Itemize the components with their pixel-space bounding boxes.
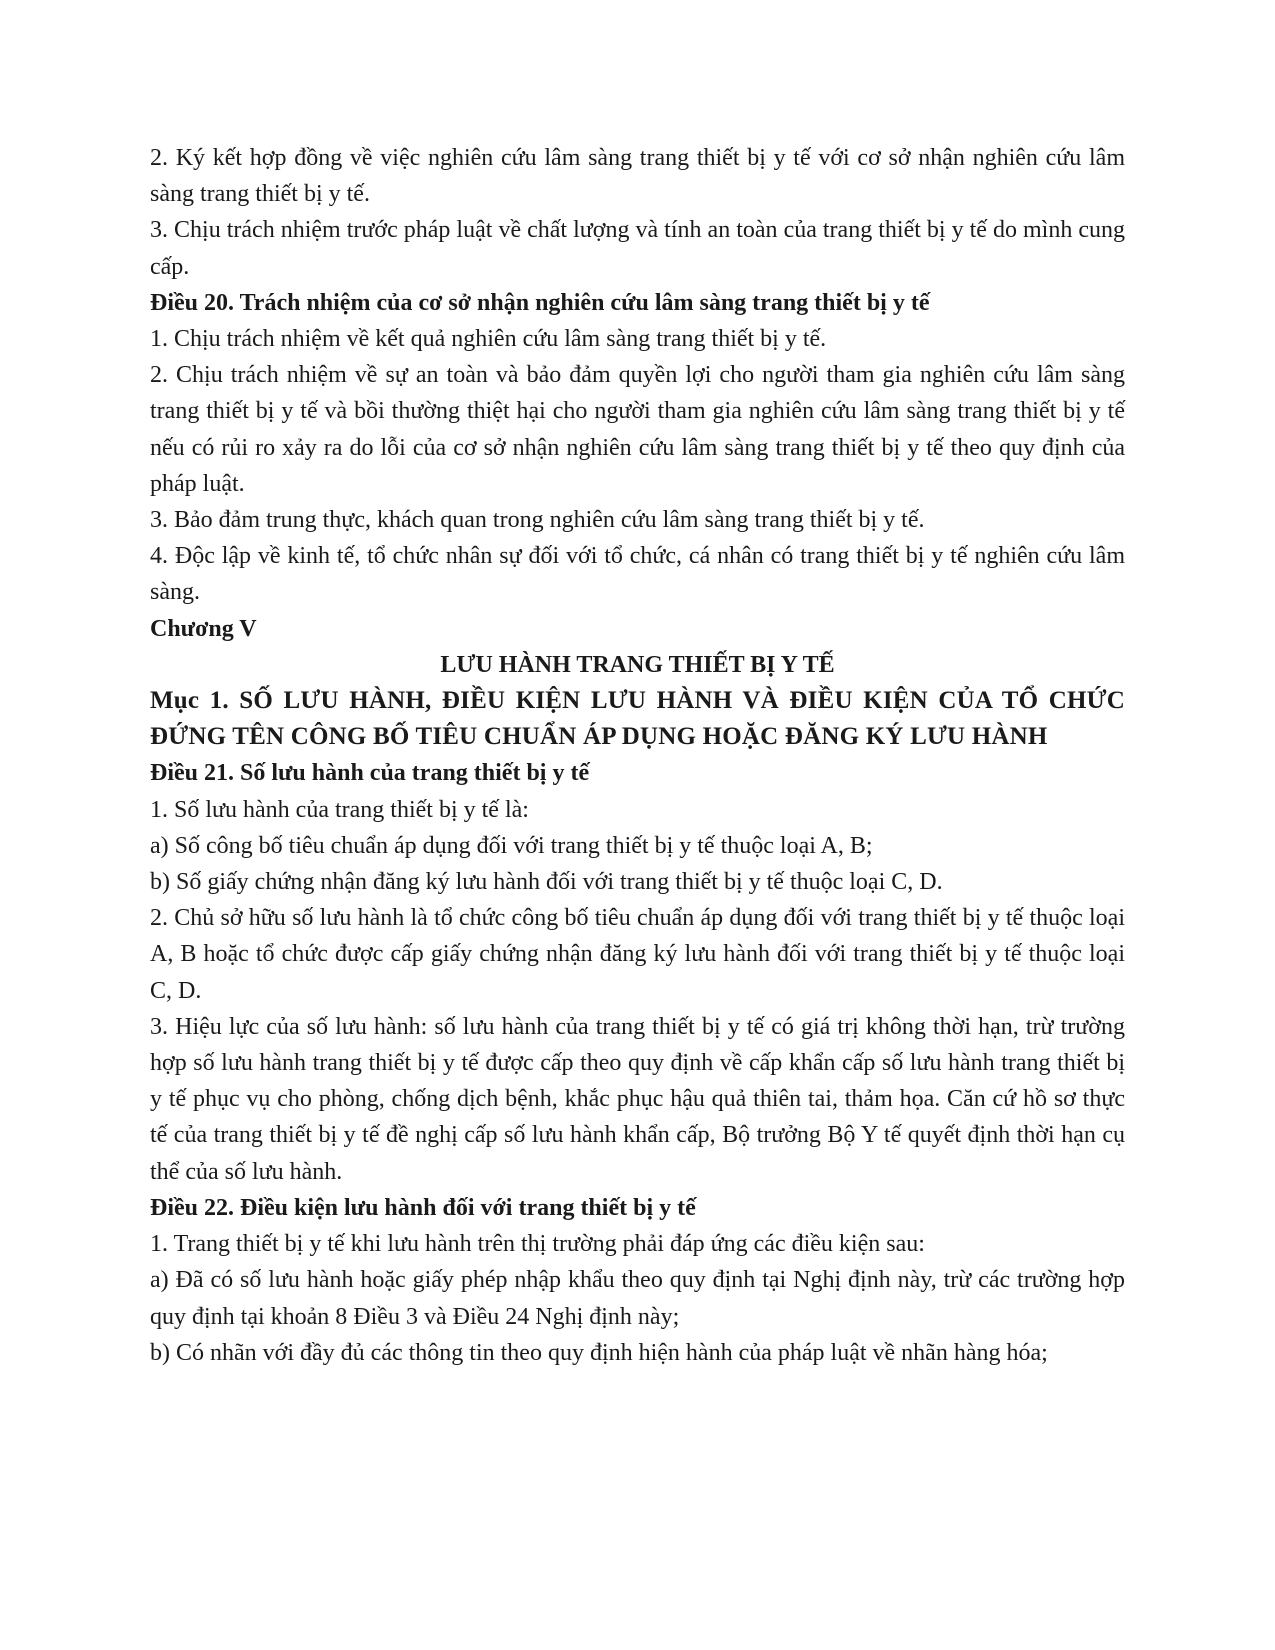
- paragraph-d20-k4: 4. Độc lập về kinh tế, tổ chức nhân sự đối với tổ chức, cá nhân có trang thiết bị y tế nghiên cứu lâm sàng.: [150, 543, 1125, 606]
- section-heading-muc-1: Mục 1. SỐ LƯU HÀNH, ĐIỀU KIỆN LƯU HÀNH VÀ ĐIỀU KIỆN CỦA TỔ CHỨC ĐỨNG TÊN CÔNG BỐ TIÊU CHUẨN ÁP DỤNG HOẶC ĐĂNG KÝ LƯU HÀNH: [150, 687, 1125, 751]
- paragraph-d21-k2: 2. Chủ sở hữu số lưu hành là tổ chức công bố tiêu chuẩn áp dụng đối với trang thiết bị y tế thuộc loại A, B hoặc tổ chức được cấp giấy chứng nhận đăng ký lưu hành đối với trang thiết bị y tế thuộc loại C, D.: [150, 905, 1125, 1004]
- chapter-label: Chương V: [150, 615, 257, 642]
- paragraph-d20-k1: 1. Chịu trách nhiệm về kết quả nghiên cứu lâm sàng trang thiết bị y tế.: [150, 326, 827, 353]
- article-heading-22: Điều 22. Điều kiện lưu hành đối với trang thiết bị y tế: [150, 1194, 696, 1221]
- document-page: [150, 140, 1125, 1371]
- paragraph-d21-k1: 1. Số lưu hành của trang thiết bị y tế là:: [150, 796, 529, 823]
- paragraph-d22-k1: 1. Trang thiết bị y tế khi lưu hành trên thị trường phải đáp ứng các điều kiện sau:: [150, 1231, 925, 1258]
- paragraph-d20-k2: 2. Chịu trách nhiệm về sự an toàn và bảo đảm quyền lợi cho người tham gia nghiên cứu lâm sàng trang thiết bị y tế và bồi thường thiệt hại cho người tham gia nghiên cứu lâm sàng trang thiết bị y tế nếu có rủi ro xảy ra do lỗi của cơ sở nhận nghiên cứu lâm sàng trang thiết bị y tế theo quy định của pháp luật.: [150, 362, 1125, 497]
- article-heading-21: Điều 21. Số lưu hành của trang thiết bị y tế: [150, 760, 590, 787]
- paragraph-d19-k2: 2. Ký kết hợp đồng về việc nghiên cứu lâm sàng trang thiết bị y tế với cơ sở nhận nghiên cứu lâm sàng trang thiết bị y tế.: [150, 145, 1125, 208]
- paragraph-d22-k1-b: b) Có nhãn với đầy đủ các thông tin theo quy định hiện hành của pháp luật về nhãn hàng hóa;: [150, 1339, 1048, 1366]
- paragraph-d21-k1-b: b) Số giấy chứng nhận đăng ký lưu hành đối với trang thiết bị y tế thuộc loại C, D.: [150, 869, 943, 896]
- article-heading-20: Điều 20. Trách nhiệm của cơ sở nhận nghiên cứu lâm sàng trang thiết bị y tế: [150, 289, 930, 316]
- paragraph-d21-k3: 3. Hiệu lực của số lưu hành: số lưu hành của trang thiết bị y tế có giá trị không thời hạn, trừ trường hợp số lưu hành trang thiết bị y tế được cấp theo quy định về cấp khẩn cấp số lưu hành trang thiết bị y tế phục vụ cho phòng, chống dịch bệnh, khắc phục hậu quả thiên tai, thảm họa. Căn cứ hồ sơ thực tế của trang thiết bị y tế đề nghị cấp số lưu hành khẩn cấp, Bộ trưởng Bộ Y tế quyết định thời hạn cụ thể của số lưu hành.: [150, 1013, 1125, 1185]
- paragraph-d20-k3: 3. Bảo đảm trung thực, khách quan trong nghiên cứu lâm sàng trang thiết bị y tế.: [150, 507, 925, 534]
- paragraph-d19-k3: 3. Chịu trách nhiệm trước pháp luật về chất lượng và tính an toàn của trang thiết bị y tế do mình cung cấp.: [150, 217, 1125, 280]
- paragraph-d21-k1-a: a) Số công bố tiêu chuẩn áp dụng đối với trang thiết bị y tế thuộc loại A, B;: [150, 832, 873, 859]
- chapter-title: LƯU HÀNH TRANG THIẾT BỊ Y TẾ: [440, 651, 835, 678]
- paragraph-d22-k1-a: a) Đã có số lưu hành hoặc giấy phép nhập khẩu theo quy định tại Nghị định này, trừ các trường hợp quy định tại khoản 8 Điều 3 và Điều 24 Nghị định này;: [150, 1267, 1125, 1330]
